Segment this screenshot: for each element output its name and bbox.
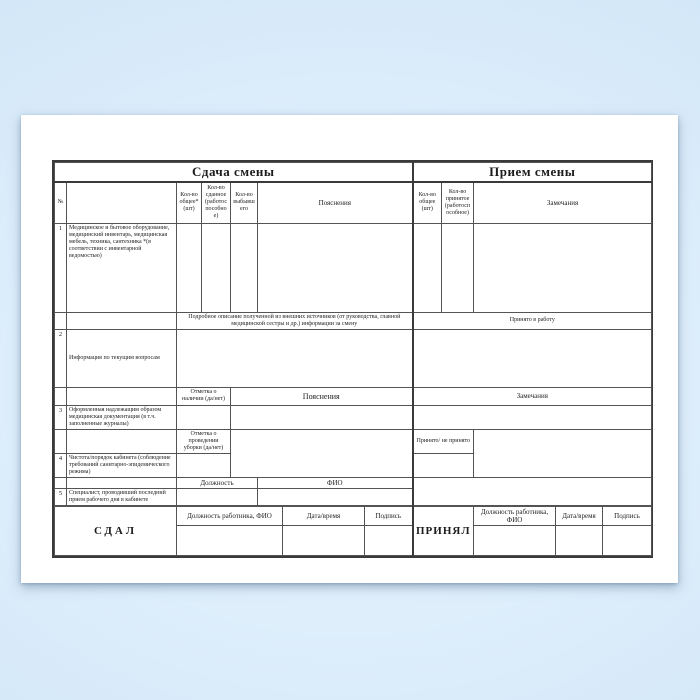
row3-band-remarks: Замечания — [413, 387, 652, 405]
row4-band-accept-status: Принято/ не принято — [413, 429, 474, 453]
row2-band-accepted-to-work: Принято в работу — [413, 312, 652, 329]
section-title-acceptance: Прием смены — [413, 163, 652, 183]
handed-signature-cell — [365, 525, 413, 555]
signature-table — [54, 506, 652, 556]
row3-band-label-cell — [67, 387, 177, 405]
col-header-remarks: Замечания — [474, 182, 652, 223]
accepted-datetime-header: Дата/время — [556, 506, 603, 525]
row4-cleaning-cell — [177, 453, 231, 477]
row1-qty-total-cell — [177, 223, 202, 312]
row1-num: 1 — [55, 223, 67, 312]
row4-label: Чистота/порядок кабинета (соблюдение требований санитарно-эпидемического режима) — [67, 453, 177, 477]
accepted-signature-cell — [603, 525, 652, 555]
accepted-datetime-cell — [556, 525, 603, 555]
handed-employee-header: Должность работника, ФИО — [177, 506, 283, 525]
row5-num: 5 — [55, 488, 67, 505]
accepted-employee-cell — [474, 525, 556, 555]
handed-employee-cell — [177, 525, 283, 555]
row3-explanations-cell — [231, 405, 413, 429]
col-header-item — [67, 182, 177, 223]
row3-remarks-cell — [413, 405, 652, 429]
row5-label: Специалист, проводивший последний прием рабочего дня в кабинете — [67, 488, 177, 505]
row4-num: 4 — [55, 453, 67, 477]
row5-band-fio: ФИО — [258, 477, 413, 488]
row2-band-num-cell — [55, 312, 67, 329]
row3-band-num-cell — [55, 387, 67, 405]
col-header-qty-handed: Кол-во сданное (работоспособное) — [202, 182, 231, 223]
col-header-explanations: Пояснения — [258, 182, 413, 223]
handed-datetime-header: Дата/время — [283, 506, 365, 525]
row3-presence-cell — [177, 405, 231, 429]
handed-over-label: СДАЛ — [55, 506, 177, 555]
row3-band-presence-mark: Отметка о наличии (да/нет) — [177, 387, 231, 405]
row1-remarks-cell — [474, 223, 652, 312]
shift-handover-form — [52, 160, 653, 558]
col-header-qty-total-right: Кол-во общее (шт) — [413, 182, 442, 223]
col-header-qty-retired: Кол-во выбывшего — [231, 182, 258, 223]
row5-position-cell — [177, 488, 258, 505]
row3-num: 3 — [55, 405, 67, 429]
main-table — [54, 162, 652, 506]
row2-band-info-description: Подробное описание полученной из внешних источников (от руководства, главной медицинской сестры и др.) информации за смену — [177, 312, 413, 329]
row2-label: Информация по текущим вопросам — [67, 329, 177, 387]
row3-band-explanations: Пояснения — [231, 387, 413, 405]
row1-qty-handed-cell — [202, 223, 231, 312]
row5-band-num-cell — [55, 477, 67, 488]
row1-qty-accepted-cell — [442, 223, 474, 312]
row1-label: Медицинское и бытовое оборудование, медицинский инвентарь, медицинская мебель, техника, сантехника *(в соответствии с инвентарной ведомостью) — [67, 223, 177, 312]
handed-datetime-cell — [283, 525, 365, 555]
row2-band-label-cell — [67, 312, 177, 329]
row4-band-cleaning-mark: Отметка о проведении уборки (да/нет) — [177, 429, 231, 453]
row2-num: 2 — [55, 329, 67, 387]
row5-band-position: Должность — [177, 477, 258, 488]
row1-qty-retired-cell — [231, 223, 258, 312]
accepted-employee-header: Должность работника, ФИО — [474, 506, 556, 525]
row4-accept-cell — [413, 453, 474, 477]
col-header-num: № — [55, 182, 67, 223]
section-title-handover: Сдача смены — [55, 163, 413, 183]
row2-accepted-cell — [413, 329, 652, 387]
row3-label: Оформленная надлежащим образом медицинская документация (в т.ч. заполненные журналы) — [67, 405, 177, 429]
accepted-signature-header: Подпись — [603, 506, 652, 525]
row1-qty-total-right-cell — [413, 223, 442, 312]
document-sheet — [21, 115, 678, 583]
row4-explanations-cell — [231, 429, 413, 477]
col-header-qty-accepted: Кол-во принятое (работоспособное) — [442, 182, 474, 223]
row5-right-cell — [413, 477, 652, 505]
handed-signature-header: Подпись — [365, 506, 413, 525]
accepted-label: ПРИНЯЛ — [413, 506, 474, 555]
row5-fio-cell — [258, 488, 413, 505]
row4-band-num-cell — [55, 429, 67, 453]
row4-band-label-cell — [67, 429, 177, 453]
col-header-qty-total-left: Кол-во общее* (шт) — [177, 182, 202, 223]
row2-info-cell — [177, 329, 413, 387]
row1-explanations-cell — [258, 223, 413, 312]
row5-band-label-cell — [67, 477, 177, 488]
row4-remarks-cell — [474, 429, 652, 477]
